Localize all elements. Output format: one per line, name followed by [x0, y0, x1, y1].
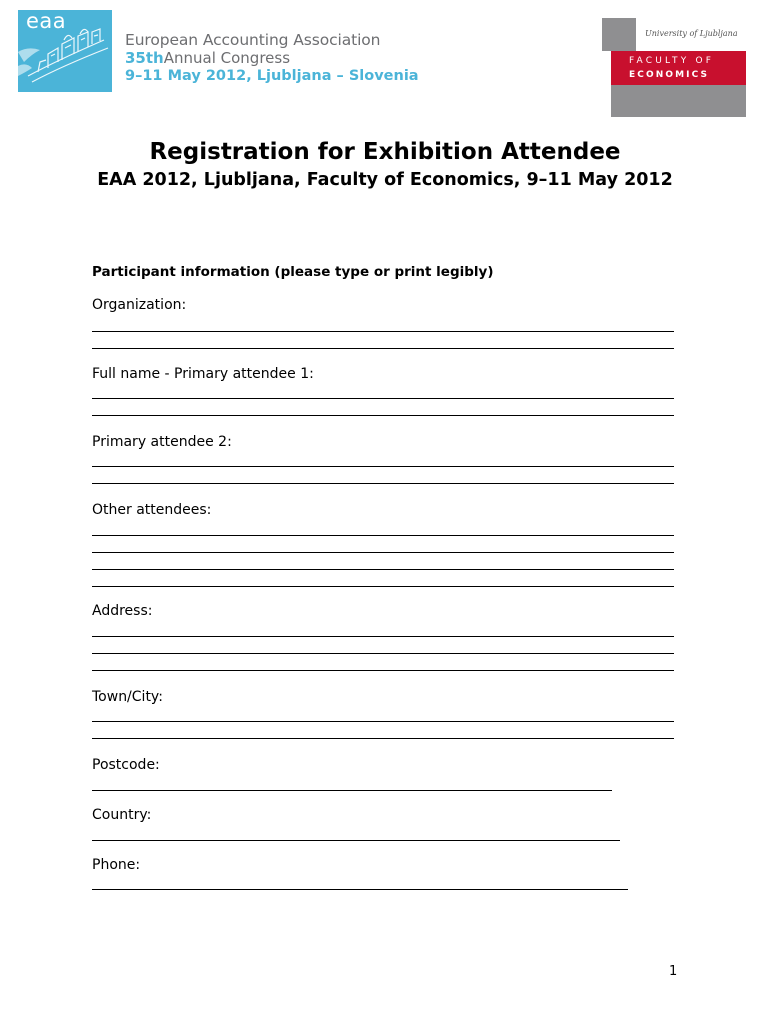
postcode-label: Postcode: [92, 757, 160, 773]
page-number: 1 [669, 964, 678, 979]
primary-attendee-2-line-2[interactable] [92, 483, 674, 484]
primary-attendee-2-label: Primary attendee 2: [92, 434, 232, 450]
association-name: European Accounting Association [125, 31, 381, 49]
address-line-2[interactable] [92, 653, 674, 654]
congress-ordinal: 35th [125, 48, 164, 67]
page-title: Registration for Exhibition Attendee [149, 139, 621, 165]
congress-title [125, 48, 419, 67]
town-city-label: Town/City: [92, 689, 163, 705]
eaa-logo [18, 10, 112, 92]
other-attendees-line-4[interactable] [92, 586, 674, 587]
university-name-block [636, 18, 746, 51]
section-heading: Participant information (please type or print legibly) [92, 264, 494, 280]
address-line-3[interactable] [92, 670, 674, 671]
congress-banner [125, 33, 419, 83]
organization-line-2[interactable] [92, 348, 674, 349]
postcode-line[interactable] [92, 790, 612, 791]
faculty-label-line2: ECONOMICS [629, 70, 710, 80]
university-name: University of Ljubljana [645, 29, 738, 38]
country-label: Country: [92, 807, 152, 823]
organization-line-1[interactable] [92, 331, 674, 332]
primary-attendee-1-label: Full name - Primary attendee 1: [92, 366, 314, 382]
faculty-logo-red-block [611, 51, 746, 85]
congress-dates: 9–11 May 2012, Ljubljana – Slovenia [125, 67, 419, 84]
page-subtitle: EAA 2012, Ljubljana, Faculty of Economics, 9–11 May 2012 [97, 170, 673, 190]
primary-attendee-1-line-1[interactable] [92, 398, 674, 399]
organization-label: Organization: [92, 297, 187, 313]
eaa-mark: eaa [26, 9, 67, 33]
faculty-label-line1: FACULTY OF [629, 56, 715, 66]
other-attendees-line-3[interactable] [92, 569, 674, 570]
other-attendees-line-2[interactable] [92, 552, 674, 553]
country-line[interactable] [92, 840, 620, 841]
phone-line[interactable] [92, 889, 628, 890]
faculty-logo-gray-block-bottom [611, 85, 746, 117]
primary-attendee-1-line-2[interactable] [92, 415, 674, 416]
address-label: Address: [92, 603, 153, 619]
primary-attendee-2-line-1[interactable] [92, 466, 674, 467]
town-city-line-2[interactable] [92, 738, 674, 739]
other-attendees-line-1[interactable] [92, 535, 674, 536]
town-city-line-1[interactable] [92, 721, 674, 722]
address-line-1[interactable] [92, 636, 674, 637]
other-attendees-label: Other attendees: [92, 502, 212, 518]
congress-name: Annual Congress [163, 48, 291, 67]
phone-label: Phone: [92, 857, 141, 873]
faculty-logo-gray-block-top [602, 18, 636, 51]
